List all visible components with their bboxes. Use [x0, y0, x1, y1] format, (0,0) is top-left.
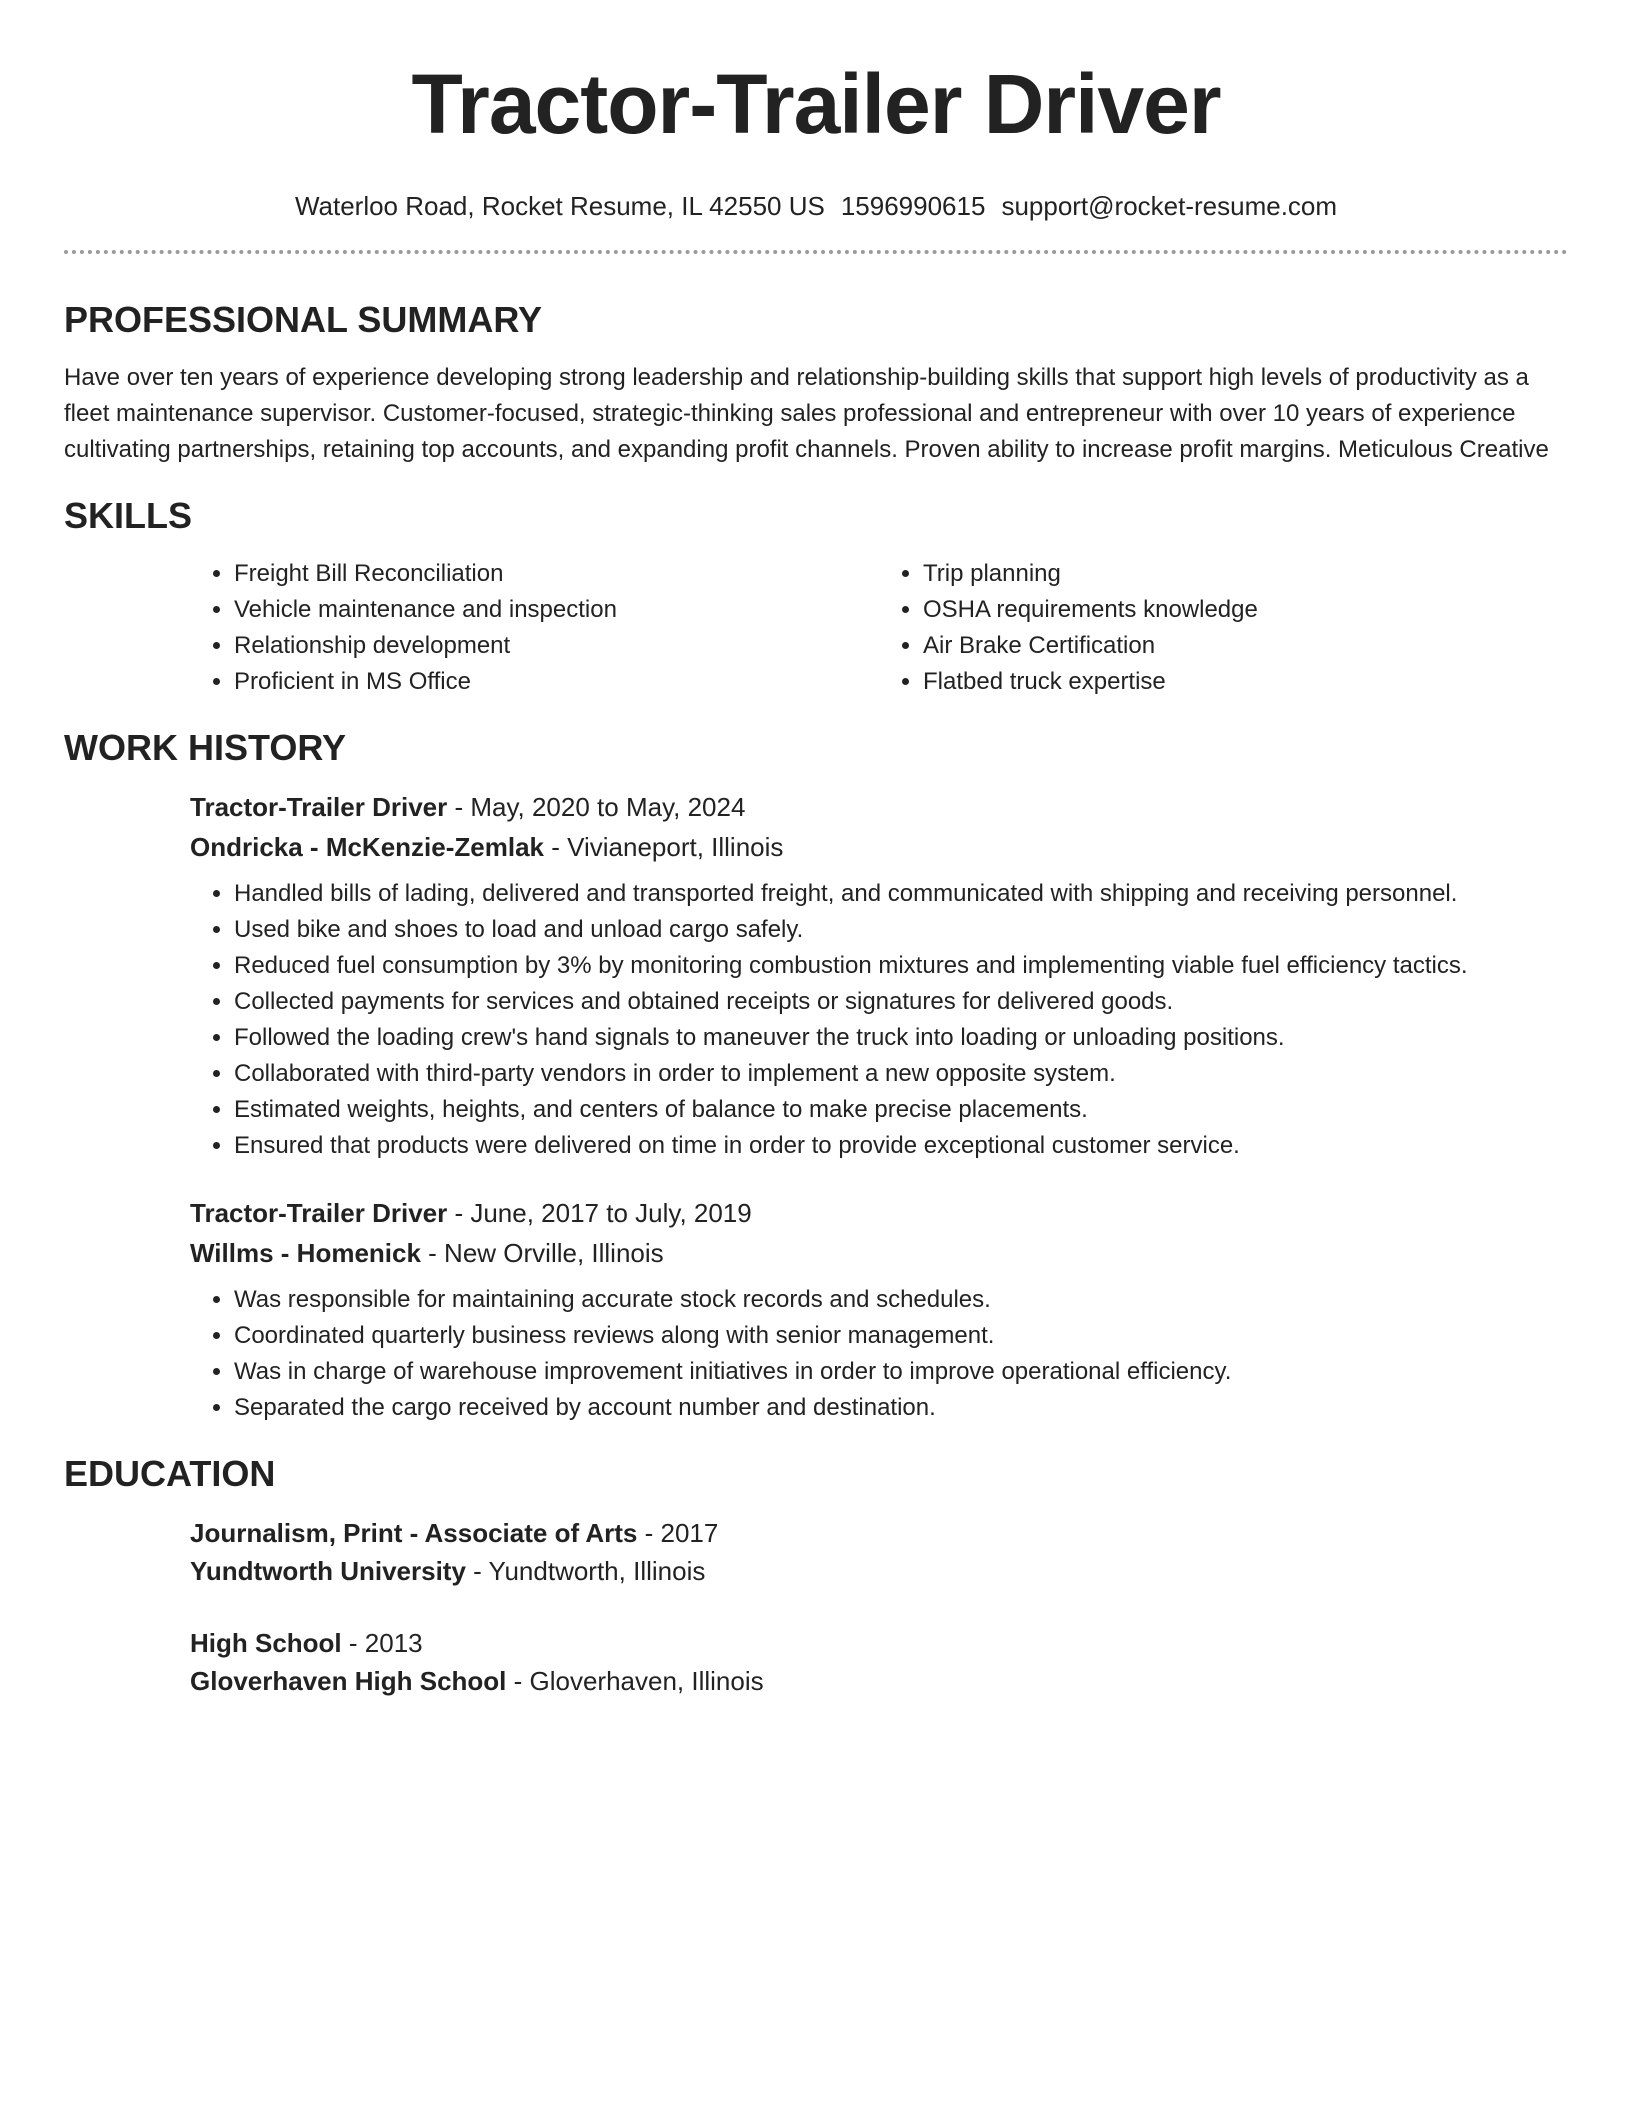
skill-item: • Relationship development: [234, 628, 879, 664]
job-company: Ondricka - McKenzie-Zemlak: [190, 832, 544, 862]
skill-item: • Vehicle maintenance and inspection: [234, 592, 879, 628]
job-duty: • Coordinated quarterly business reviews along with senior management.: [234, 1318, 1568, 1354]
graduation-year: - 2013: [341, 1628, 423, 1658]
skills-list: [190, 556, 1568, 700]
job-duty: • Ensured that products were delivered on time in order to provide exceptional customer service.: [234, 1128, 1568, 1164]
job-title-line: [190, 1194, 1568, 1232]
degree: High School: [190, 1628, 342, 1658]
job-duty: • Separated the cargo received by account number and destination.: [234, 1390, 1568, 1426]
job-duty: • Estimated weights, heights, and centers of balance to make precise placements.: [234, 1092, 1568, 1128]
job-location: - New Orville, Illinois: [420, 1238, 664, 1268]
skill-item: • Proficient in MS Office: [234, 664, 879, 700]
degree: Journalism, Print - Associate of Arts: [190, 1518, 638, 1548]
job-duty: • Collected payments for services and obtained receipts or signatures for delivered goods.: [234, 984, 1568, 1020]
job-title: Tractor-Trailer Driver: [190, 1198, 448, 1228]
job-duties: [190, 876, 1568, 1164]
phone: 1596990615: [840, 191, 986, 221]
job-duties: [190, 1282, 1568, 1426]
job-duty: • Was responsible for maintaining accurate stock records and schedules.: [234, 1282, 1568, 1318]
job-entry: [190, 1194, 1568, 1426]
job-duty: • Used bike and shoes to load and unload cargo safely.: [234, 912, 1568, 948]
skills-column-left: [190, 556, 879, 700]
degree-line: [190, 1514, 1568, 1552]
candidate-name: Tractor-Trailer Driver: [411, 57, 1221, 151]
job-company-line: [190, 828, 1568, 866]
header-divider: [64, 250, 1568, 254]
graduation-year: - 2017: [637, 1518, 719, 1548]
job-duty: • Collaborated with third-party vendors in order to implement a new opposite system.: [234, 1056, 1568, 1092]
job-dates: - June, 2017 to July, 2019: [447, 1198, 752, 1228]
school-line: [190, 1552, 1568, 1590]
school-location: - Yundtworth, Illinois: [465, 1556, 706, 1586]
job-entry: [190, 788, 1568, 1164]
summary-text: Have over ten years of experience developing strong leadership and relationship-building skills that support high levels of productivity as a fleet maintenance supervisor. Customer-focused, strategic-thinking sales professional and entrepreneur with over 10 years of experience cultivating partnerships, retaining top accounts, and expanding profit channels. Proven ability to increase profit margins. Meticulous Creative: [64, 364, 1549, 463]
skill-item: • Freight Bill Reconciliation: [234, 556, 879, 592]
job-duty: • Handled bills of lading, delivered and transported freight, and communicated with shipping and receiving personnel.: [234, 876, 1568, 912]
job-title-line: [190, 788, 1568, 826]
skill-item: • Flatbed truck expertise: [923, 664, 1568, 700]
job-duty: • Was in charge of warehouse improvement initiatives in order to improve operational efficiency.: [234, 1354, 1568, 1390]
job-location: - Vivianeport, Illinois: [544, 832, 784, 862]
education-entry: [190, 1514, 1568, 1590]
education-entry: [190, 1624, 1568, 1700]
job-duty: • Reduced fuel consumption by 3% by monitoring combustion mixtures and implementing viable fuel efficiency tactics.: [234, 948, 1568, 984]
school-name: Gloverhaven High School: [190, 1666, 507, 1696]
section-title-education: EDUCATION: [64, 1453, 276, 1494]
contact-line: [64, 190, 1568, 222]
skills-column-right: [879, 556, 1568, 700]
section-title-summary: PROFESSIONAL SUMMARY: [64, 299, 543, 340]
email-link[interactable]: support@rocket-resume.com: [1001, 191, 1338, 221]
section-title-skills: SKILLS: [64, 495, 193, 536]
school-location: - Gloverhaven, Illinois: [506, 1666, 764, 1696]
school-line: [190, 1662, 1568, 1700]
job-dates: - May, 2020 to May, 2024: [447, 792, 746, 822]
skill-item: • Trip planning: [923, 556, 1568, 592]
skill-item: • Air Brake Certification: [923, 628, 1568, 664]
job-title: Tractor-Trailer Driver: [190, 792, 448, 822]
job-company: Willms - Homenick: [190, 1238, 421, 1268]
degree-line: [190, 1624, 1568, 1662]
section-title-work: WORK HISTORY: [64, 727, 347, 768]
school-name: Yundtworth University: [190, 1556, 466, 1586]
skill-item: • OSHA requirements knowledge: [923, 592, 1568, 628]
job-company-line: [190, 1234, 1568, 1272]
address: Waterloo Road, Rocket Resume, IL 42550 US: [294, 191, 825, 221]
job-duty: • Followed the loading crew's hand signals to maneuver the truck into loading or unloading positions.: [234, 1020, 1568, 1056]
